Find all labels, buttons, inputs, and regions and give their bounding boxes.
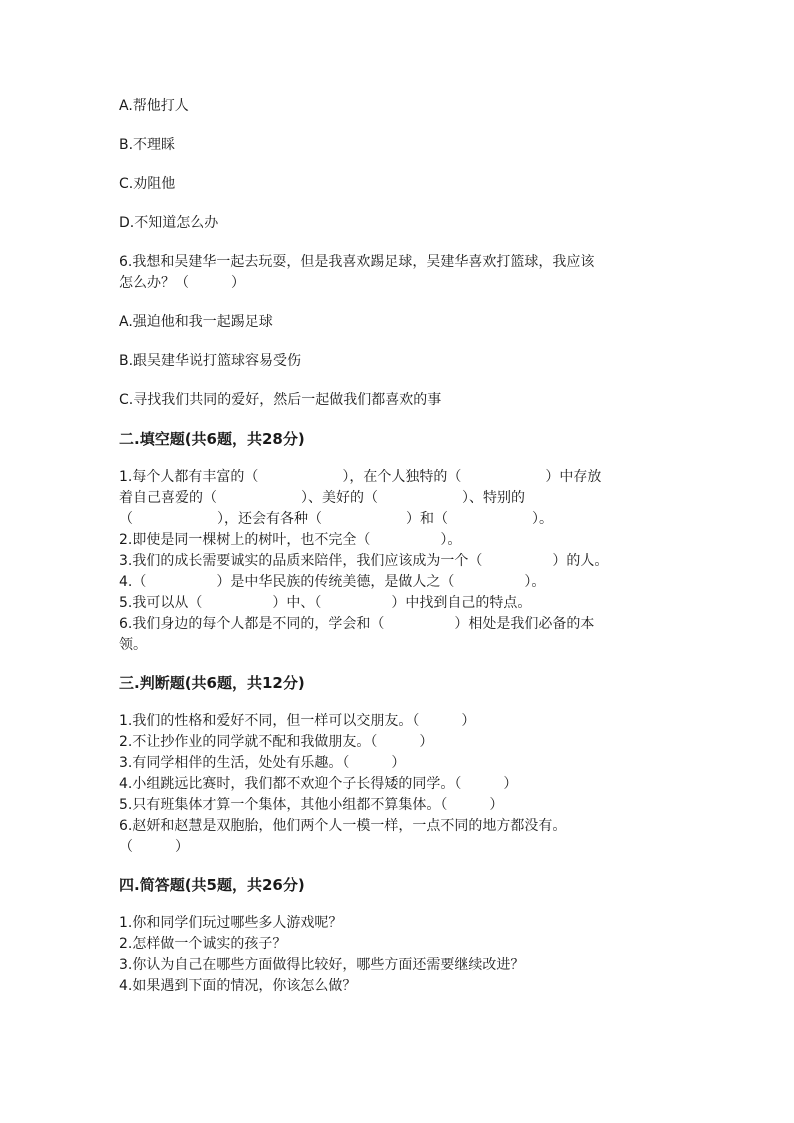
answer-line: 4.如果遇到下面的情况，你该怎么做？: [119, 978, 357, 994]
answer-line: 3.你认为自己在哪些方面做得比较好，哪些方面还需要继续改进？: [119, 957, 525, 973]
judge-line: 2.不让抄作业的同学就不配和我做朋友。（ ）: [119, 734, 434, 750]
judge-line: 3.有同学相伴的生活，处处有乐趣。（ ）: [119, 755, 406, 771]
worksheet-page: [119, 96, 679, 1014]
section-fill-blank: [119, 467, 679, 656]
section-fill-blank-title: 二.填空题(共6题，共28分): [119, 430, 305, 448]
fill-line: 着自己喜爱的（ ）、美好的（ ）、特别的: [119, 490, 525, 506]
fill-line: 4.（ ）是中华民族的传统美德，是做人之（ ）。: [119, 574, 546, 590]
q5-option-c: C.劝阻他: [119, 176, 176, 192]
judge-line: （ ）: [119, 839, 189, 855]
fill-line: 6.我们身边的每个人都是不同的，学会和（ ）相处是我们必备的本: [119, 616, 595, 632]
section-short-answer-title: 四.简答题(共5题，共26分): [119, 876, 305, 894]
answer-line: 2.怎样做一个诚实的孩子？: [119, 936, 287, 952]
section-true-false: [119, 711, 679, 858]
judge-line: 4.小组跳远比赛时，我们都不欢迎个子长得矮的同学。（ ）: [119, 776, 518, 792]
answer-line: 1.你和同学们玩过哪些多人游戏呢？: [119, 915, 343, 931]
q6-text-line1: 6.我想和吴建华一起去玩耍，但是我喜欢踢足球，吴建华喜欢打篮球，我应该: [119, 254, 595, 270]
fill-line: 领。: [119, 637, 147, 653]
fill-line: 2.即使是同一棵树上的树叶，也不完全（ ）。: [119, 532, 462, 548]
q5-options: [119, 96, 679, 234]
q5-option-d: D.不知道怎么办: [119, 215, 219, 231]
q6-text-line2: 怎么办？（ ）: [119, 275, 245, 291]
judge-line: 5.只有班集体才算一个集体，其他小组都不算集体。（ ）: [119, 797, 504, 813]
fill-line: 3.我们的成长需要诚实的品质来陪伴，我们应该成为一个（ ）的人。: [119, 553, 609, 569]
section-short-answer: [119, 913, 679, 997]
fill-line: （ ），还会有各种（ ）和（ ）。: [119, 511, 553, 527]
question-6: [119, 252, 679, 411]
section-true-false-title: 三.判断题(共6题，共12分): [119, 674, 305, 692]
fill-line: 1.每个人都有丰富的（ ），在个人独特的（ ）中存放: [119, 469, 602, 485]
fill-line: 5.我可以从（ ）中、（ ）中找到自己的特点。: [119, 595, 532, 611]
q6-option-b: B.跟吴建华说打篮球容易受伤: [119, 353, 302, 369]
judge-line: 1.我们的性格和爱好不同，但一样可以交朋友。（ ）: [119, 713, 476, 729]
q6-option-c: C.寻找我们共同的爱好，然后一起做我们都喜欢的事: [119, 392, 442, 408]
q6-option-a: A.强迫他和我一起踢足球: [119, 314, 273, 330]
q5-option-b: B.不理睬: [119, 137, 176, 153]
judge-line: 6.赵妍和赵慧是双胞胎，他们两个人一模一样，一点不同的地方都没有。: [119, 818, 567, 834]
q5-option-a: A.帮他打人: [119, 98, 189, 114]
